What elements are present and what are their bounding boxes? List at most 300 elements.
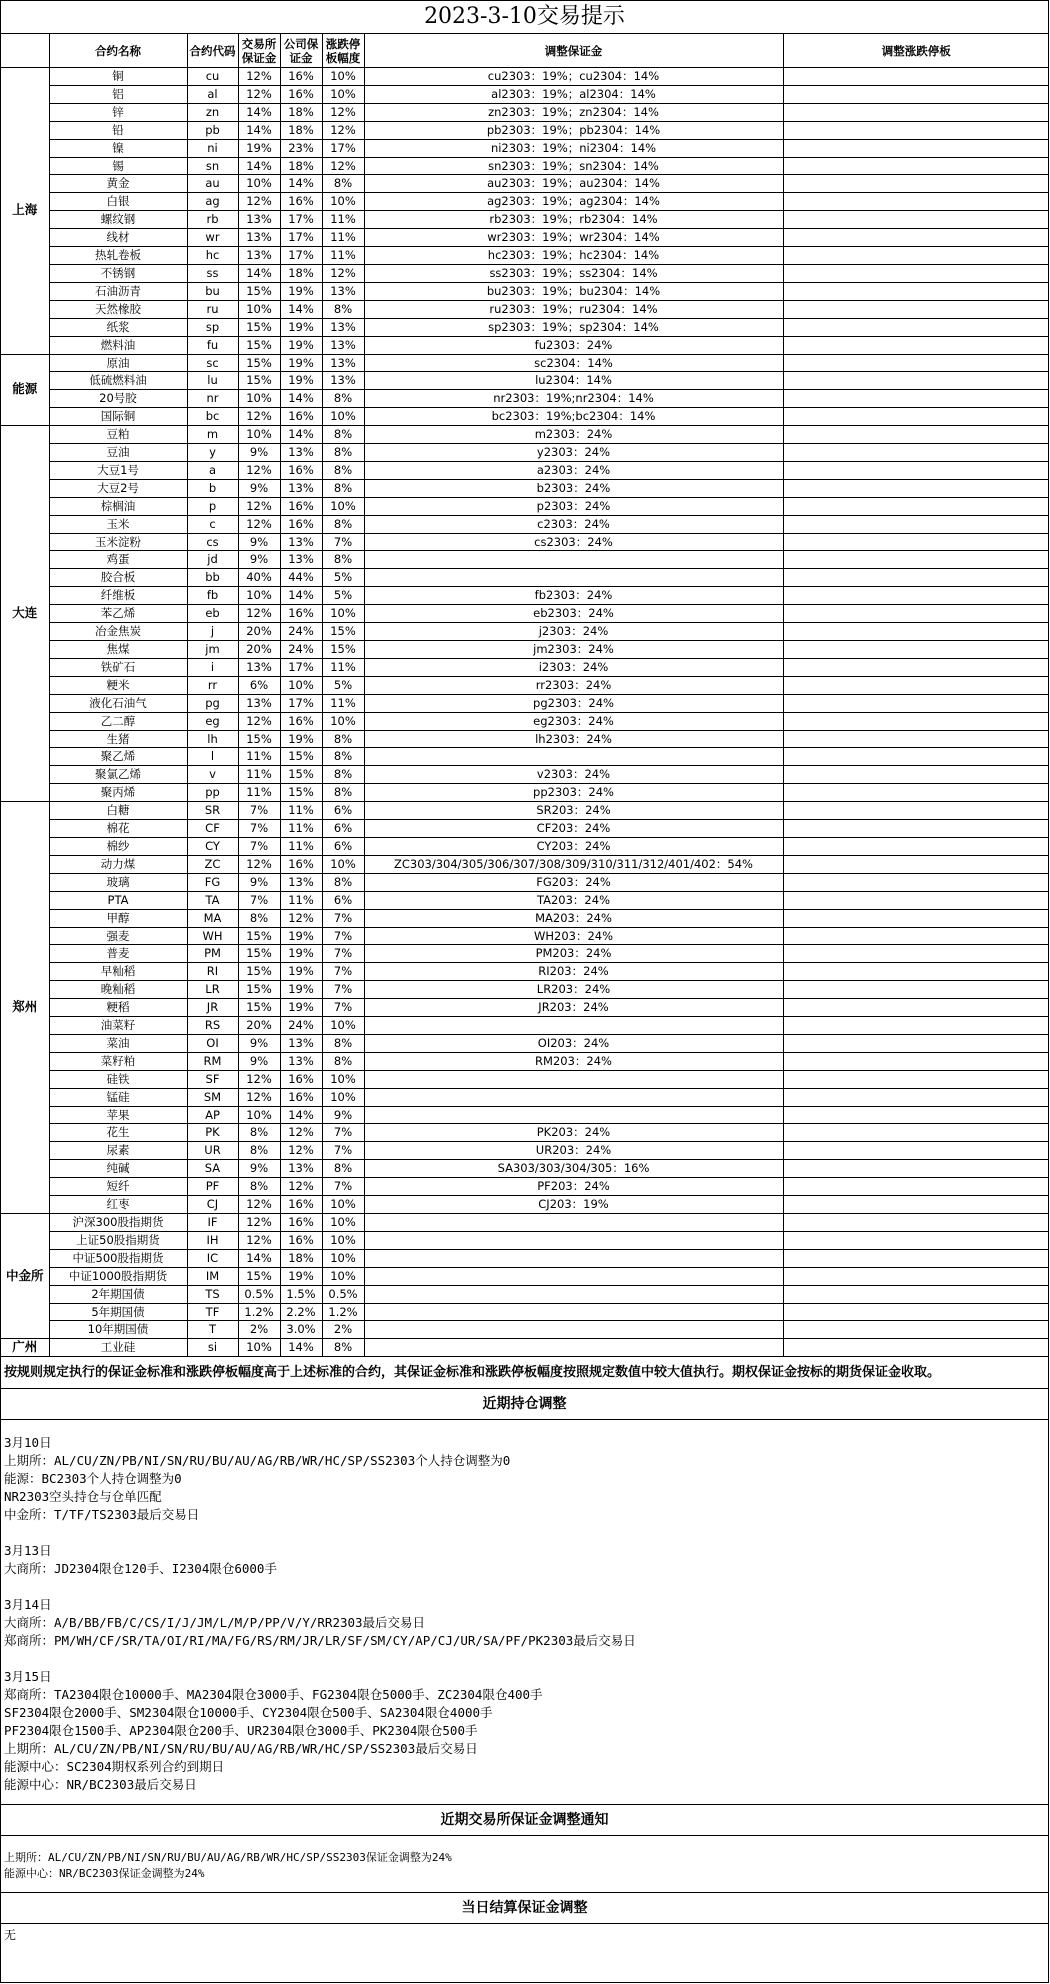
cell-adjusted-limit [783, 641, 1049, 659]
cell-adjusted-limit [783, 766, 1049, 784]
cell-adjusted-limit [783, 426, 1049, 444]
cell-co: 2.2% [280, 1303, 322, 1321]
cell-adj: lu2304：14% [364, 372, 783, 390]
cell-code: ni [187, 139, 238, 157]
cell-exch: 0.5% [238, 1285, 280, 1303]
cell-adj: fb2303：24% [364, 587, 783, 605]
cell-adj [364, 1070, 783, 1088]
position-line: 上期所：AL/CU/ZN/PB/NI/SN/RU/BU/AU/AG/RB/WR/HC/SP/SS2303个人持仓调整为0 [4, 1453, 511, 1469]
cell-limit: 8% [322, 175, 364, 193]
cell-co: 11% [280, 802, 322, 820]
region-cell: 上海 [1, 68, 49, 355]
cell-adj [364, 569, 783, 587]
cell-exch: 10% [238, 175, 280, 193]
cell-code: JR [187, 999, 238, 1017]
cell-code: m [187, 426, 238, 444]
cell-limit: 10% [322, 68, 364, 86]
cell-name: 纤维板 [49, 587, 187, 605]
cell-exch: 12% [238, 85, 280, 103]
cell-adj: LR203：24% [364, 981, 783, 999]
cell-limit: 7% [322, 1142, 364, 1160]
cell-code: lh [187, 730, 238, 748]
cell-exch: 10% [238, 390, 280, 408]
header-company-margin: 公司保证金 [280, 34, 322, 68]
cell-code: PK [187, 1124, 238, 1142]
cell-adjusted-limit [783, 264, 1049, 282]
position-date: 3月14日 [4, 1597, 52, 1613]
cell-adj: RM203：24% [364, 1052, 783, 1070]
cell-limit: 6% [322, 837, 364, 855]
cell-name: 苯乙烯 [49, 605, 187, 623]
cell-limit: 10% [322, 1249, 364, 1267]
table-row [1, 855, 1049, 873]
cell-adj: fu2303：24% [364, 336, 783, 354]
cell-adj [364, 1285, 783, 1303]
cell-limit: 7% [322, 963, 364, 981]
cell-co: 13% [280, 873, 322, 891]
position-line: 能源：BC2303个人持仓调整为0 [4, 1471, 182, 1487]
cell-adjusted-limit [783, 569, 1049, 587]
cell-name: PTA [49, 891, 187, 909]
cell-limit: 8% [322, 730, 364, 748]
region-cell: 广州 [1, 1339, 49, 1357]
position-line: 能源中心：SC2304期权系列合约到期日 [4, 1759, 225, 1775]
cell-code: IC [187, 1249, 238, 1267]
cell-adjusted-limit [783, 927, 1049, 945]
cell-limit: 10% [322, 497, 364, 515]
cell-exch: 12% [238, 68, 280, 86]
region-cell: 能源 [1, 354, 49, 426]
cell-name: 玻璃 [49, 873, 187, 891]
cell-limit: 13% [322, 354, 364, 372]
cell-exch: 13% [238, 211, 280, 229]
cell-limit: 12% [322, 264, 364, 282]
cell-name: 不锈钢 [49, 264, 187, 282]
cell-name: 铜 [49, 68, 187, 86]
cell-limit: 8% [322, 1160, 364, 1178]
cell-code: bb [187, 569, 238, 587]
table-row [1, 694, 1049, 712]
cell-co: 14% [280, 1339, 322, 1357]
region-cell: 中金所 [1, 1214, 49, 1339]
position-date: 3月13日 [4, 1543, 52, 1559]
cell-co: 16% [280, 497, 322, 515]
table-row [1, 784, 1049, 802]
cell-adj: m2303：24% [364, 426, 783, 444]
cell-exch: 9% [238, 533, 280, 551]
table-header-row [1, 34, 1049, 68]
cell-exch: 1.2% [238, 1303, 280, 1321]
cell-code: b [187, 479, 238, 497]
cell-adjusted-limit [783, 1142, 1049, 1160]
cell-adjusted-limit [783, 68, 1049, 86]
cell-adjusted-limit [783, 390, 1049, 408]
table-row [1, 157, 1049, 175]
cell-name: 线材 [49, 229, 187, 247]
cell-co: 18% [280, 1249, 322, 1267]
cell-adj: UR203：24% [364, 1142, 783, 1160]
cell-code: PF [187, 1178, 238, 1196]
cell-exch: 13% [238, 247, 280, 265]
cell-code: l [187, 748, 238, 766]
cell-adjusted-limit [783, 873, 1049, 891]
cell-exch: 7% [238, 891, 280, 909]
cell-limit: 7% [322, 1178, 364, 1196]
cell-adj: a2303：24% [364, 461, 783, 479]
table-row [1, 1088, 1049, 1106]
cell-limit: 8% [322, 300, 364, 318]
cell-adj: ss2303：19%；ss2304：14% [364, 264, 783, 282]
cell-co: 14% [280, 587, 322, 605]
table-row [1, 211, 1049, 229]
cell-code: sn [187, 157, 238, 175]
position-group [4, 1596, 1045, 1650]
cell-code: PM [187, 945, 238, 963]
cell-name: 豆油 [49, 444, 187, 462]
cell-co: 17% [280, 229, 322, 247]
table-row [1, 1321, 1049, 1339]
margin-notice-title: 近期交易所保证金调整通知 [1, 1805, 1048, 1836]
cell-code: RS [187, 1017, 238, 1035]
cell-exch: 15% [238, 981, 280, 999]
cell-name: 上证50股指期货 [49, 1231, 187, 1249]
cell-co: 13% [280, 1052, 322, 1070]
cell-name: 铝 [49, 85, 187, 103]
cell-exch: 12% [238, 712, 280, 730]
cell-code: SF [187, 1070, 238, 1088]
cell-code: MA [187, 909, 238, 927]
cell-adj: sp2303：19%；sp2304：14% [364, 318, 783, 336]
table-row [1, 1196, 1049, 1214]
cell-exch: 12% [238, 605, 280, 623]
cell-name: 花生 [49, 1124, 187, 1142]
table-row [1, 587, 1049, 605]
cell-adjusted-limit [783, 1321, 1049, 1339]
cell-name: 生猪 [49, 730, 187, 748]
cell-adjusted-limit [783, 1124, 1049, 1142]
cell-adj: RI203：24% [364, 963, 783, 981]
cell-adjusted-limit [783, 85, 1049, 103]
cell-exch: 12% [238, 1070, 280, 1088]
cell-adjusted-limit [783, 497, 1049, 515]
cell-limit: 8% [322, 479, 364, 497]
cell-exch: 7% [238, 820, 280, 838]
cell-co: 15% [280, 784, 322, 802]
cell-limit: 7% [322, 927, 364, 945]
table-row [1, 873, 1049, 891]
position-line: SF2304限仓2000手、SM2304限仓10000手、CY2304限仓500手、SA2304限仓4000手 [4, 1705, 493, 1721]
cell-co: 19% [280, 1267, 322, 1285]
table-row [1, 282, 1049, 300]
cell-name: 焦煤 [49, 641, 187, 659]
cell-code: fb [187, 587, 238, 605]
cell-co: 19% [280, 963, 322, 981]
cell-name: 国际铜 [49, 408, 187, 426]
cell-exch: 8% [238, 1178, 280, 1196]
cell-exch: 11% [238, 766, 280, 784]
cell-exch: 9% [238, 444, 280, 462]
cell-adjusted-limit [783, 193, 1049, 211]
position-line: 大商所：JD2304限仓120手、I2304限仓6000手 [4, 1561, 277, 1577]
cell-exch: 13% [238, 229, 280, 247]
table-row [1, 121, 1049, 139]
cell-limit: 7% [322, 1124, 364, 1142]
cell-code: sp [187, 318, 238, 336]
cell-exch: 8% [238, 909, 280, 927]
table-row [1, 551, 1049, 569]
cell-adj: nr2303：19%;nr2304：14% [364, 390, 783, 408]
cell-adj: SA303/303/304/305：16% [364, 1160, 783, 1178]
table-row [1, 1249, 1049, 1267]
page-title: 2023-3-10交易提示 [1, 1, 1048, 34]
cell-adjusted-limit [783, 1070, 1049, 1088]
cell-adj: bu2303：19%；bu2304：14% [364, 282, 783, 300]
cell-adj: cs2303：24% [364, 533, 783, 551]
cell-adj: CF203：24% [364, 820, 783, 838]
table-row [1, 712, 1049, 730]
cell-limit: 8% [322, 515, 364, 533]
cell-limit: 7% [322, 909, 364, 927]
cell-co: 14% [280, 426, 322, 444]
cell-adj: PK203：24% [364, 1124, 783, 1142]
cell-co: 16% [280, 515, 322, 533]
cell-code: RM [187, 1052, 238, 1070]
header-exchange-margin: 交易所保证金 [238, 34, 280, 68]
cell-exch: 13% [238, 658, 280, 676]
cell-limit: 15% [322, 623, 364, 641]
cell-limit: 1.2% [322, 1303, 364, 1321]
cell-adjusted-limit [783, 1214, 1049, 1232]
cell-adjusted-limit [783, 461, 1049, 479]
cell-code: SR [187, 802, 238, 820]
cell-adj [364, 1321, 783, 1339]
cell-limit: 2% [322, 1321, 364, 1339]
position-line: PF2304限仓1500手、AP2304限仓200手、UR2304限仓3000手、PK2304限仓500手 [4, 1723, 478, 1739]
cell-name: 液化石油气 [49, 694, 187, 712]
cell-co: 16% [280, 1196, 322, 1214]
cell-name: 原油 [49, 354, 187, 372]
table-row [1, 1285, 1049, 1303]
table-row [1, 1303, 1049, 1321]
cell-code: rr [187, 676, 238, 694]
cell-co: 16% [280, 855, 322, 873]
table-row [1, 390, 1049, 408]
cell-name: 短纤 [49, 1178, 187, 1196]
cell-code: pb [187, 121, 238, 139]
cell-exch: 7% [238, 837, 280, 855]
cell-adjusted-limit [783, 855, 1049, 873]
cell-exch: 12% [238, 1196, 280, 1214]
position-date: 3月15日 [4, 1669, 52, 1685]
header-adjusted-margin: 调整保证金 [364, 34, 783, 68]
cell-adjusted-limit [783, 1178, 1049, 1196]
cell-adj: pb2303：19%；pb2304：14% [364, 121, 783, 139]
cell-exch: 12% [238, 1214, 280, 1232]
table-row [1, 1017, 1049, 1035]
cell-adj: bc2303：19%;bc2304：14% [364, 408, 783, 426]
margin-notice-line: 上期所：AL/CU/ZN/PB/NI/SN/RU/BU/AU/AG/RB/WR/HC/SP/SS2303保证金调整为24% [4, 1851, 452, 1865]
table-row [1, 515, 1049, 533]
cell-name: 白糖 [49, 802, 187, 820]
cell-name: 中证1000股指期货 [49, 1267, 187, 1285]
cell-exch: 10% [238, 587, 280, 605]
cell-exch: 19% [238, 139, 280, 157]
cell-adjusted-limit [783, 1106, 1049, 1124]
cell-adjusted-limit [783, 211, 1049, 229]
cell-co: 13% [280, 1160, 322, 1178]
cell-adjusted-limit [783, 1249, 1049, 1267]
cell-limit: 13% [322, 318, 364, 336]
table-row [1, 533, 1049, 551]
table-row [1, 676, 1049, 694]
cell-co: 17% [280, 658, 322, 676]
table-row [1, 1214, 1049, 1232]
cell-co: 11% [280, 891, 322, 909]
cell-name: 豆粕 [49, 426, 187, 444]
cell-exch: 12% [238, 515, 280, 533]
table-row [1, 139, 1049, 157]
cell-code: y [187, 444, 238, 462]
cell-exch: 9% [238, 873, 280, 891]
cell-co: 24% [280, 1017, 322, 1035]
cell-code: ag [187, 193, 238, 211]
cell-name: 粳米 [49, 676, 187, 694]
cell-exch: 6% [238, 676, 280, 694]
cell-co: 16% [280, 1231, 322, 1249]
cell-limit: 11% [322, 211, 364, 229]
cell-adj [364, 1088, 783, 1106]
cell-exch: 15% [238, 730, 280, 748]
cell-adj [364, 1249, 783, 1267]
cell-name: 铅 [49, 121, 187, 139]
table-row [1, 444, 1049, 462]
cell-adj [364, 1339, 783, 1357]
cell-co: 19% [280, 730, 322, 748]
cell-code: wr [187, 229, 238, 247]
cell-adjusted-limit [783, 1052, 1049, 1070]
cell-limit: 12% [322, 121, 364, 139]
cell-exch: 15% [238, 963, 280, 981]
cell-name: 晚籼稻 [49, 981, 187, 999]
cell-name: 棉花 [49, 820, 187, 838]
table-row [1, 1339, 1049, 1357]
cell-limit: 13% [322, 336, 364, 354]
cell-co: 16% [280, 461, 322, 479]
table-row [1, 1231, 1049, 1249]
cell-adj: c2303：24% [364, 515, 783, 533]
cell-adjusted-limit [783, 676, 1049, 694]
table-row [1, 193, 1049, 211]
cell-code: pg [187, 694, 238, 712]
cell-adj: sc2304：14% [364, 354, 783, 372]
cell-name: 天然橡胶 [49, 300, 187, 318]
cell-co: 16% [280, 1214, 322, 1232]
table-row [1, 569, 1049, 587]
cell-code: ZC [187, 855, 238, 873]
cell-co: 16% [280, 85, 322, 103]
cell-limit: 17% [322, 139, 364, 157]
cell-adjusted-limit [783, 533, 1049, 551]
cell-limit: 6% [322, 891, 364, 909]
cell-name: 锡 [49, 157, 187, 175]
cell-exch: 12% [238, 497, 280, 515]
cell-limit: 7% [322, 999, 364, 1017]
cell-code: fu [187, 336, 238, 354]
cell-adjusted-limit [783, 354, 1049, 372]
cell-adjusted-limit [783, 1088, 1049, 1106]
cell-code: T [187, 1321, 238, 1339]
table-row [1, 247, 1049, 265]
cell-code: si [187, 1339, 238, 1357]
cell-name: 粳稻 [49, 999, 187, 1017]
cell-name: 10年期国债 [49, 1321, 187, 1339]
cell-limit: 7% [322, 945, 364, 963]
cell-name: 早籼稻 [49, 963, 187, 981]
cell-limit: 15% [322, 641, 364, 659]
position-date: 3月10日 [4, 1435, 52, 1451]
cell-exch: 15% [238, 282, 280, 300]
table-row [1, 623, 1049, 641]
table-row [1, 479, 1049, 497]
cell-code: CF [187, 820, 238, 838]
cell-adjusted-limit [783, 372, 1049, 390]
cell-name: 铁矿石 [49, 658, 187, 676]
cell-name: 聚丙烯 [49, 784, 187, 802]
cell-adjusted-limit [783, 891, 1049, 909]
cell-co: 44% [280, 569, 322, 587]
cell-adj: PF203：24% [364, 1178, 783, 1196]
cell-code: TA [187, 891, 238, 909]
cell-co: 13% [280, 479, 322, 497]
cell-adj [364, 1017, 783, 1035]
cell-code: UR [187, 1142, 238, 1160]
cell-adj [364, 1214, 783, 1232]
cell-code: FG [187, 873, 238, 891]
cell-adj: ZC303/304/305/306/307/308/309/310/311/312/401/402：54% [364, 855, 783, 873]
table-row [1, 461, 1049, 479]
cell-code: CY [187, 837, 238, 855]
cell-adj: ru2303：19%；ru2304：14% [364, 300, 783, 318]
cell-name: 螺纹钢 [49, 211, 187, 229]
cell-co: 11% [280, 820, 322, 838]
cell-adj: eb2303：24% [364, 605, 783, 623]
cell-limit: 8% [322, 551, 364, 569]
cell-name: 菜籽粕 [49, 1052, 187, 1070]
cell-adj: pp2303：24% [364, 784, 783, 802]
cell-limit: 5% [322, 587, 364, 605]
cell-limit: 9% [322, 1106, 364, 1124]
cell-code: IF [187, 1214, 238, 1232]
cell-co: 12% [280, 1124, 322, 1142]
cell-exch: 7% [238, 802, 280, 820]
cell-limit: 6% [322, 802, 364, 820]
cell-co: 10% [280, 676, 322, 694]
table-row [1, 1106, 1049, 1124]
table-row [1, 372, 1049, 390]
cell-limit: 13% [322, 372, 364, 390]
cell-co: 19% [280, 282, 322, 300]
cell-name: 燃料油 [49, 336, 187, 354]
cell-limit: 8% [322, 1034, 364, 1052]
cell-co: 24% [280, 623, 322, 641]
cell-co: 14% [280, 175, 322, 193]
cell-adj: i2303：24% [364, 658, 783, 676]
cell-adjusted-limit [783, 623, 1049, 641]
table-row [1, 730, 1049, 748]
cell-co: 19% [280, 945, 322, 963]
cell-adjusted-limit [783, 103, 1049, 121]
cell-limit: 13% [322, 282, 364, 300]
